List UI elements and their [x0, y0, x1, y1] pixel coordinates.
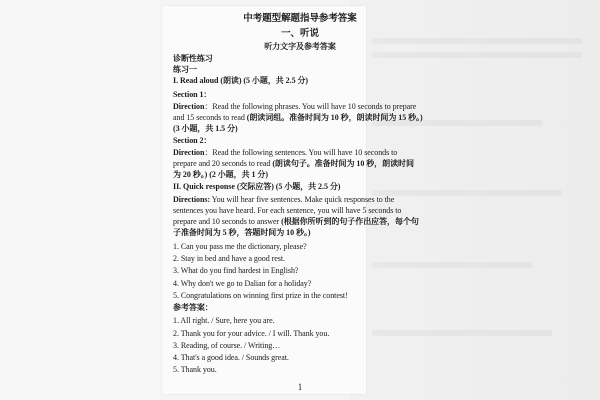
background-left: [0, 0, 160, 400]
question-item: 2. Stay in bed and have a good rest.: [173, 254, 285, 263]
part2-directions-line3: [173, 217, 419, 227]
part2-directions-text: You will hear five sentences. Make quick responses to the: [210, 195, 395, 204]
part2-heading-meta: (5 小题，共 2.5 分): [275, 182, 341, 191]
answer-item: 1. All right. / Sure, here you are.: [173, 316, 275, 325]
part1-heading: [173, 76, 308, 86]
question-item: 5. Congratulations on winning first prize in the contest!: [173, 291, 348, 300]
part2-directions-line1: [173, 195, 394, 205]
part1-heading-cn: (朗读): [220, 76, 242, 85]
part2-directions-text-cn: (根据你所听到的句子作出应答，每个句: [281, 217, 419, 226]
part2-directions-text-en: prepare and 10 seconds to answer: [173, 217, 280, 226]
question-item: 1. Can you pass me the dictionary, please?: [173, 242, 307, 251]
section1-label: Section 1：: [173, 90, 212, 99]
exercise-heading: 练习一: [173, 65, 197, 74]
direction2-label: Direction: [173, 148, 205, 157]
direction2-line1: [173, 148, 397, 158]
part2-heading-cn: (交际应答): [236, 182, 274, 191]
show-through-mark: [372, 52, 582, 58]
direction1-label: Direction: [173, 102, 205, 111]
direction1-text: ：Read the following phrases. You will have 10 seconds to prepare: [204, 102, 417, 111]
direction1-line2: [173, 113, 423, 123]
part2-directions-line4: 子准备时间为 5 秒，答题时间为 10 秒。): [173, 228, 311, 237]
direction2-text-cn: (朗读句子。准备时间为 10 秒，朗读时间: [272, 159, 414, 168]
part2-directions-label: Directions:: [173, 195, 211, 204]
answer-item: 4. That's a good idea. / Sounds great.: [173, 353, 289, 362]
show-through-mark: [372, 330, 552, 336]
part2-directions-line2: sentences you have heard. For each sentence, you will have 5 seconds to: [173, 206, 402, 215]
part1-heading-meta: (5 小题，共 2.5 分): [243, 76, 309, 85]
direction1-text-cn: (朗读词组。准备时间为 10 秒，朗读时间为 15 秒。): [246, 113, 423, 122]
subtitle: 听力文字及参考答案: [264, 42, 336, 51]
question-item: 3. What do you find hardest in English?: [173, 266, 299, 275]
direction2-text-en: prepare and 20 seconds to read: [173, 159, 271, 168]
answer-item: 3. Reading, of course. / Writing…: [173, 341, 281, 350]
direction2-text: ：Read the following sentences. You will have 10 seconds to: [204, 148, 398, 157]
section-title: 一、听说: [281, 29, 319, 39]
direction2-line3: 为 20 秒。) (2 小题，共 1 分): [173, 170, 268, 179]
part2-heading: [173, 182, 340, 192]
direction1-line1: [173, 102, 416, 112]
part2-heading-en: II. Quick response: [173, 182, 235, 191]
direction2-line2: [173, 159, 414, 169]
show-through-mark: [372, 262, 532, 268]
answers-heading: 参考答案：: [173, 303, 213, 312]
page-number: 1: [297, 382, 303, 392]
diagnostic-heading: 诊断性练习: [173, 54, 213, 63]
section2-label: Section 2：: [173, 136, 212, 145]
question-item: 4. Why don't we go to Dalian for a holiday?: [173, 279, 312, 288]
answer-item: 5. Thank you.: [173, 365, 217, 374]
document-title: 中考题型解题指导参考答案: [243, 14, 357, 24]
direction1-text-en: and 15 seconds to read: [173, 113, 245, 122]
part1-heading-en: I. Read aloud: [173, 76, 219, 85]
show-through-mark: [372, 190, 562, 196]
answer-item: 2. Thank you for your advice. / I will. Thank you.: [173, 329, 330, 338]
direction1-line3: (3 小题，共 1.5 分): [173, 124, 238, 133]
